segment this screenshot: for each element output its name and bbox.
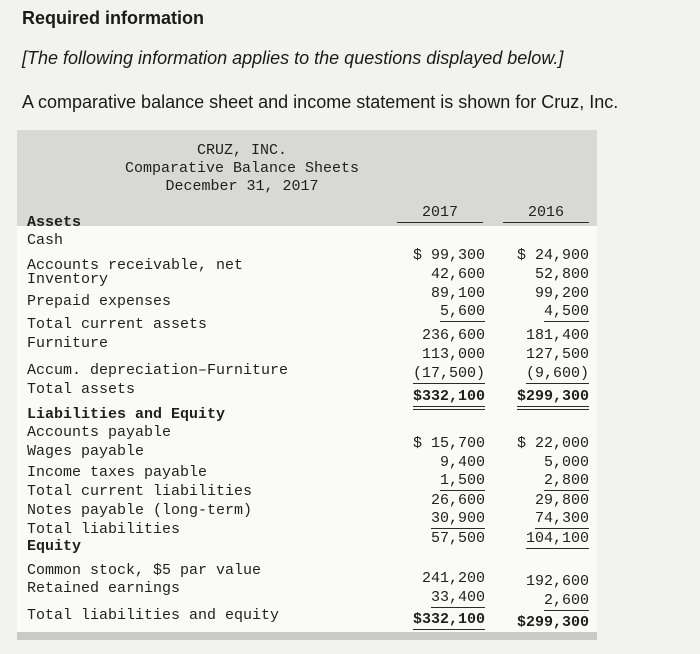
- value-2016: 74,300: [534, 510, 589, 527]
- value-2017: 30,900: [430, 510, 485, 527]
- value-2016: $299,300: [517, 388, 589, 410]
- value-2016: 99,200: [534, 285, 589, 302]
- row-label: Retained earnings: [27, 580, 181, 597]
- value-2017: 42,600: [430, 266, 485, 283]
- value-2016: 5,000: [543, 454, 589, 471]
- sheet-date: December 31, 2017: [165, 178, 319, 195]
- value-2016: 127,500: [525, 346, 589, 363]
- balance-sheet-table: [17, 130, 597, 640]
- row-label: Total assets: [27, 381, 136, 398]
- value-2017: 57,500: [430, 530, 485, 547]
- value-2017: (17,500): [412, 365, 485, 382]
- row-label: Accounts receivable, net: [27, 257, 244, 274]
- value-2016: 2,800: [543, 472, 589, 489]
- value-2016: $299,300: [517, 614, 589, 636]
- table-bottom-bar: [17, 632, 597, 640]
- row-label: Total liabilities and equity: [27, 607, 280, 624]
- value-2016: 181,400: [525, 327, 589, 344]
- value-2017: 33,400: [430, 589, 485, 606]
- value-2017: 113,000: [421, 346, 485, 363]
- row-label: Wages payable: [27, 443, 145, 460]
- value-2016: 52,800: [534, 266, 589, 283]
- value-2017: 1,500: [439, 472, 485, 489]
- value-2017: $332,100: [413, 388, 485, 410]
- row-label: Cash: [27, 232, 64, 249]
- year-2016-header: 2016: [503, 204, 589, 223]
- row-label: Prepaid expenses: [27, 293, 172, 310]
- value-2017: 26,600: [430, 492, 485, 509]
- row-label: Common stock, $5 par value: [27, 562, 262, 579]
- value-2017: $332,100: [413, 611, 485, 633]
- sheet-title: Comparative Balance Sheets: [124, 160, 360, 177]
- liabilities-equity-heading: Liabilities and Equity: [27, 406, 226, 423]
- value-2016: 4,500: [543, 303, 589, 320]
- row-label: Accounts payable: [27, 424, 172, 441]
- assets-heading: Assets: [27, 214, 82, 231]
- value-2017: $ 99,300: [412, 247, 485, 264]
- required-information-heading: Required information: [22, 8, 205, 28]
- value-2017: 9,400: [439, 454, 485, 471]
- row-label: Notes payable (long-term): [27, 502, 253, 519]
- intro-text: A comparative balance sheet and income statement is shown for Cruz, Inc.: [22, 92, 619, 112]
- value-2017: $ 15,700: [412, 435, 485, 452]
- row-label: Accum. depreciation–Furniture: [27, 362, 289, 379]
- row-label: Income taxes payable: [27, 464, 208, 481]
- company-name: CRUZ, INC.: [196, 142, 287, 159]
- year-2017-header: 2017: [397, 204, 483, 223]
- value-2016: (9,600): [525, 365, 589, 382]
- value-2016: 104,100: [525, 530, 589, 547]
- value-2016: 2,600: [543, 592, 589, 609]
- value-2016: 192,600: [525, 573, 589, 590]
- equity-heading: Equity: [27, 538, 82, 555]
- row-label: Inventory: [27, 271, 109, 288]
- row-label: Furniture: [27, 335, 109, 352]
- value-2017: 5,600: [439, 303, 485, 320]
- value-2017: 241,200: [421, 570, 485, 587]
- row-label: Total current liabilities: [27, 483, 253, 500]
- value-2017: 236,600: [421, 327, 485, 344]
- row-label: Total liabilities: [27, 521, 181, 538]
- value-2017: 89,100: [430, 285, 485, 302]
- value-2016: $ 24,900: [516, 247, 589, 264]
- row-label: Total current assets: [27, 316, 208, 333]
- value-2016: 29,800: [534, 492, 589, 509]
- applies-note: [The following information applies to the questions displayed below.]: [22, 48, 564, 68]
- value-2016: $ 22,000: [516, 435, 589, 452]
